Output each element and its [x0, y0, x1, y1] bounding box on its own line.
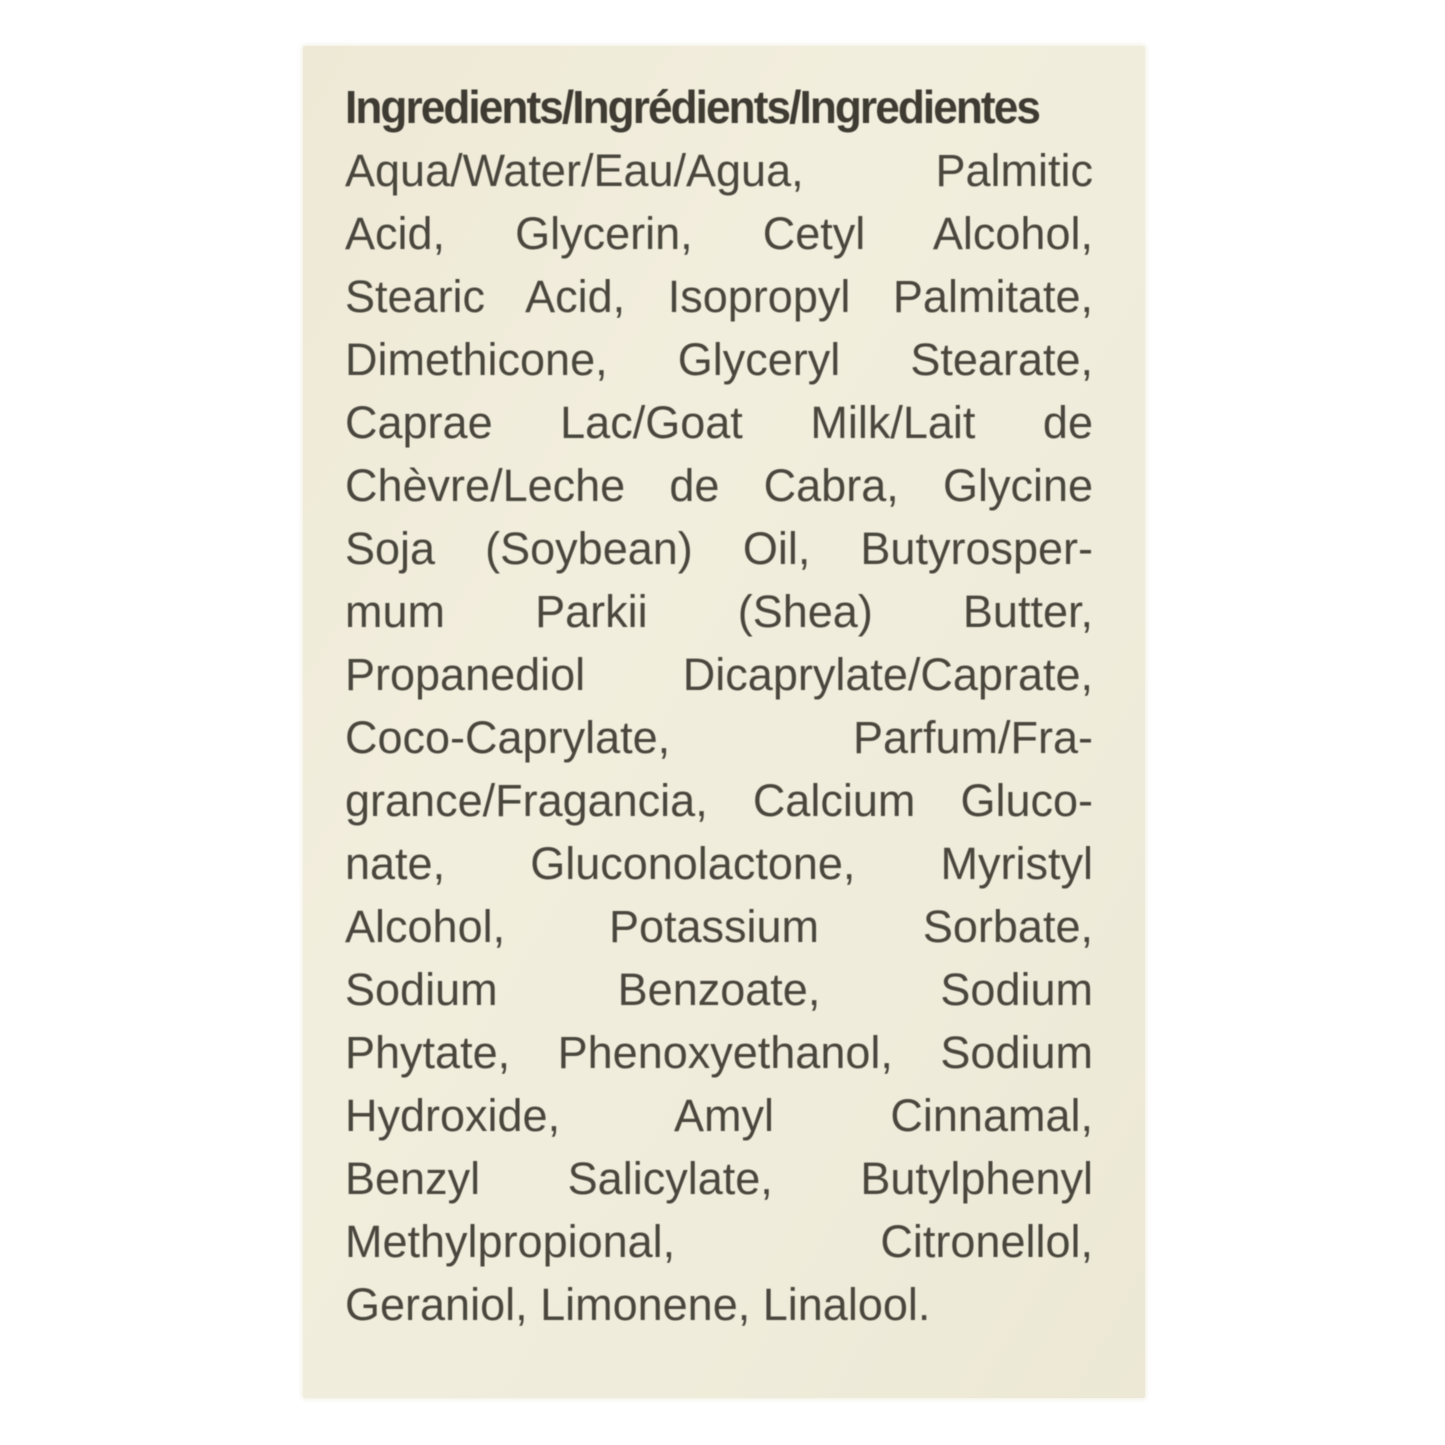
ingredients-line: Soja (Soybean) Oil, Butyrosper- — [345, 523, 1093, 574]
ingredients-line: Aqua/Water/Eau/Agua, Palmitic — [345, 145, 1093, 196]
ingredients-line: Benzyl Salicylate, Butylphenyl — [345, 1153, 1093, 1204]
ingredients-line: Propanediol Dicaprylate/Caprate, — [345, 649, 1093, 700]
ingredients-line: Alcohol, Potassium Sorbate, — [345, 901, 1093, 952]
ingredients-line: Geraniol, Limonene, Linalool. — [345, 1279, 931, 1330]
ingredients-line: Caprae Lac/Goat Milk/Lait de — [345, 397, 1093, 448]
ingredients-line: mum Parkii (Shea) Butter, — [345, 586, 1093, 637]
ingredients-label — [303, 46, 1145, 1398]
ingredients-line: grance/Fragancia, Calcium Gluco- — [345, 775, 1093, 826]
ingredients-line: Acid, Glycerin, Cetyl Alcohol, — [345, 208, 1093, 259]
ingredients-line: Coco-Caprylate, Parfum/Fra- — [345, 712, 1093, 763]
ingredients-line: Chèvre/Leche de Cabra, Glycine — [345, 460, 1093, 511]
ingredients-text-block — [345, 76, 1093, 1336]
ingredients-line: Hydroxide, Amyl Cinnamal, — [345, 1090, 1093, 1141]
ingredients-line: Phytate, Phenoxyethanol, Sodium — [345, 1027, 1093, 1078]
ingredients-line: Stearic Acid, Isopropyl Palmitate, — [345, 271, 1093, 322]
ingredients-line: Dimethicone, Glyceryl Stearate, — [345, 334, 1093, 385]
ingredients-line: nate, Gluconolactone, Myristyl — [345, 838, 1093, 889]
ingredients-line: Sodium Benzoate, Sodium — [345, 964, 1093, 1015]
ingredients-line: Methylpropional, Citronellol, — [345, 1216, 1093, 1267]
ingredients-heading: Ingredients/Ingrédients/Ingredientes — [345, 81, 1040, 133]
